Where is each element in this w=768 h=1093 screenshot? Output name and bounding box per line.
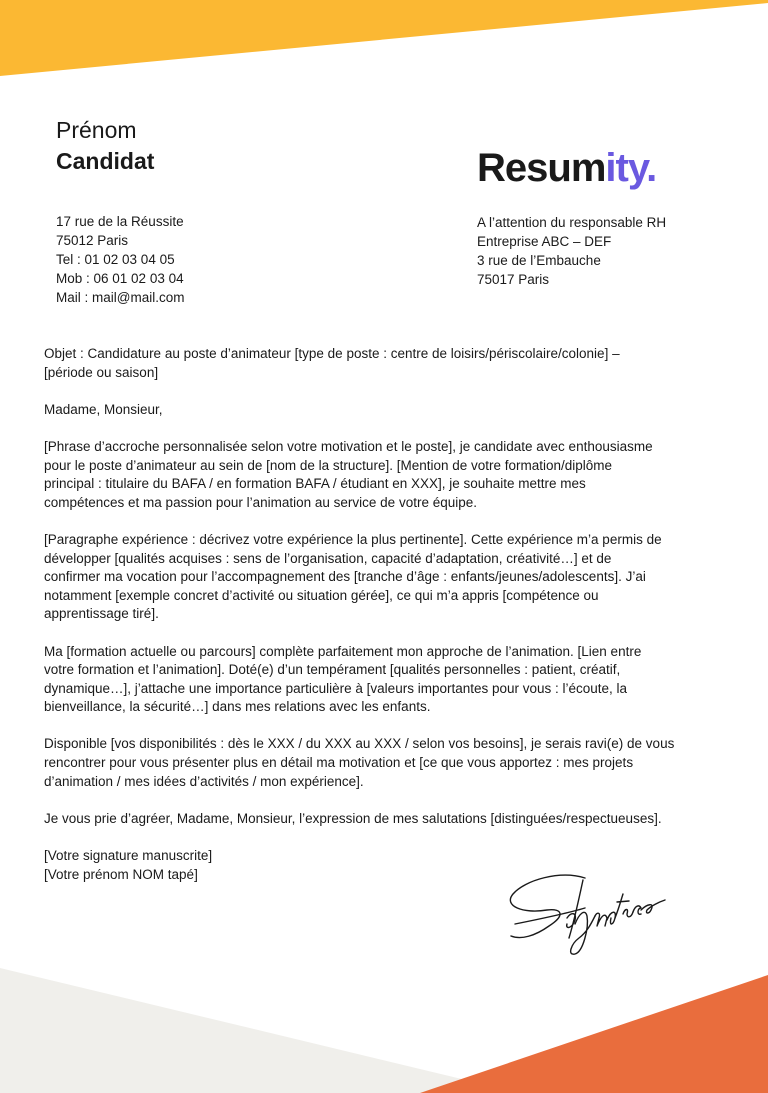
subject-line: [période ou saison] [44,364,159,380]
paragraph-availability [44,735,744,791]
resumity-logo [477,148,656,188]
paragraph-line: développer [qualités acquises : sens de l’organisation, capacité d’adaptation, créativité…] et de [44,550,612,566]
candidate-last-name: Candidat [56,148,155,174]
paragraph-line: [Phrase d’accroche personnalisée selon votre motivation et le poste], je candidate avec enthousiasme [44,438,653,454]
recipient-city: 75017 Paris [477,272,550,287]
typed-name-placeholder: [Votre prénom NOM tapé] [44,866,198,882]
sender-phone: Tel : 01 02 03 04 05 [56,252,175,267]
recipient-company: Entreprise ABC – DEF [477,234,612,249]
paragraph-line: notamment [exemple concret d’activité ou situation gérée], ce qui m’a appris [compétence ou [44,587,599,603]
paragraph-closing-formula [44,810,744,829]
logo-text-primary: Resum [477,146,606,190]
sender-mobile: Mob : 06 01 02 03 04 [56,271,184,286]
sender-city: 75012 Paris [56,233,129,248]
paragraph-line: confirmer ma vocation pour l’accompagnement des [tranche d’âge : enfants/jeunes/adolescents]. J’ai [44,569,646,585]
recipient-address-block [477,213,666,289]
recipient-attention: A l’attention du responsable RH [477,215,667,230]
paragraph-line: Disponible [vos disponibilités : dès le XXX / du XXX au XXX / selon vos besoins], je serais ravi(e) de vous [44,736,675,752]
recipient-street: 3 rue de l’Embauche [477,253,601,268]
letter-subject [44,345,744,382]
sender-email: Mail : mail@mail.com [56,290,185,305]
paragraph-line: bienveillance, la sécurité…] dans mes relations avec les enfants. [44,699,431,715]
sender-street: 17 rue de la Réussite [56,214,184,229]
paragraph-experience [44,531,744,624]
letter-salutation [44,401,744,420]
subject-line: Objet : Candidature au poste d’animateur [type de poste : centre de loisirs/périscolaire/colonie] – [44,346,620,361]
paragraph-line: d’animation / mes idées d’activités / mon expérience]. [44,773,364,789]
salutation-line: Madame, Monsieur, [44,401,163,417]
paragraph-line: pour le poste d’animateur au sein de [nom de la structure]. [Mention de votre formation/diplôme [44,457,613,473]
paragraph-line: [Paragraphe expérience : décrivez votre expérience la plus pertinente]. Cette expérience m’a permis de [44,531,662,547]
logo-text-accent: ity. [605,146,657,190]
paragraph-line: apprentissage tiré]. [44,606,159,622]
paragraph-line: votre formation et l’animation]. Doté(e) d’un tempérament [qualités personnelles : patient, créatif, [44,662,621,678]
paragraph-introduction [44,438,744,512]
paragraph-line: Je vous prie d’agréer, Madame, Monsieur, l’expression de mes salutations [distinguées/respectueuses]. [44,810,662,826]
sender-address-block [56,212,184,307]
paragraph-line: rencontrer pour vous présenter plus en détail ma motivation et [ce que vous apportez : mes projets [44,755,634,771]
paragraph-background [44,643,744,717]
paragraph-line: principal : titulaire du BAFA / en formation BAFA / étudiant en XXX], je souhaite mettre mes [44,476,586,492]
letter-body [44,345,744,903]
candidate-first-name: Prénom [56,117,137,143]
signature-placeholder: [Votre signature manuscrite] [44,848,213,864]
paragraph-line: dynamique…], j’attache une importance particulière à [valeurs importantes pour vous : l’écoute, la [44,680,628,696]
paragraph-line: compétences et ma passion pour l’animation au service de votre équipe. [44,494,477,510]
paragraph-line: Ma [formation actuelle ou parcours] complète parfaitement mon approche de l’animation. [Lien entre [44,643,642,659]
handwritten-signature-image [505,868,670,958]
